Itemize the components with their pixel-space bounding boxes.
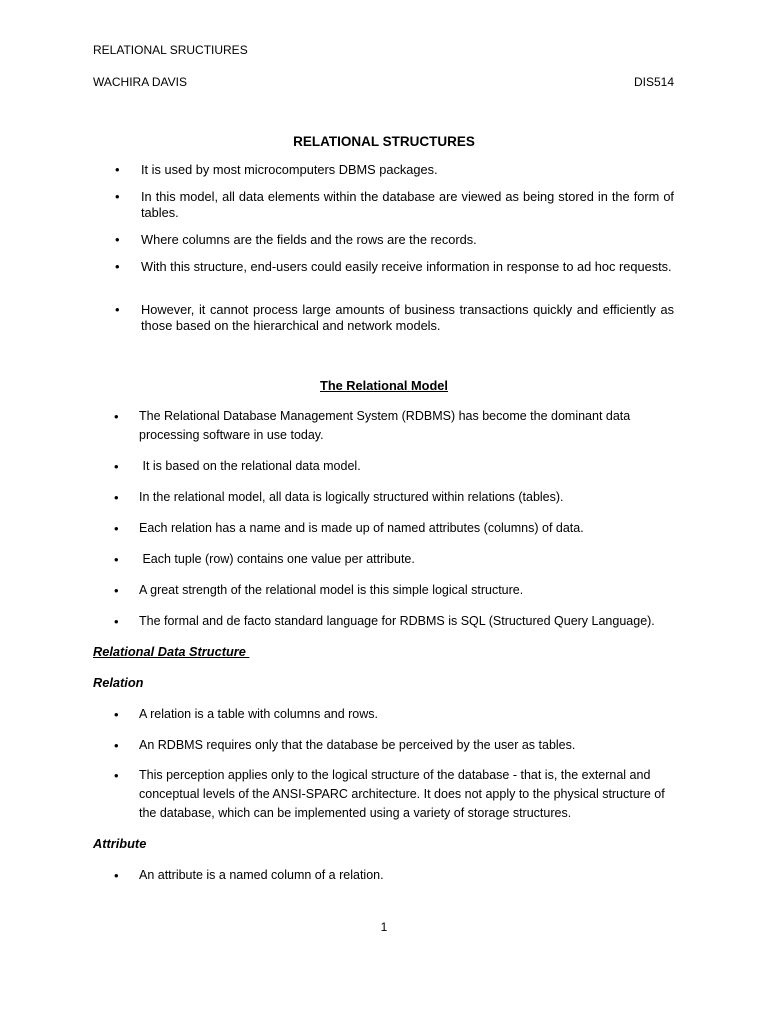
list-item: The formal and de facto standard language for RDBMS is SQL (Structured Query Language). xyxy=(139,614,655,628)
list-item: In this model, all data elements within the database are viewed as being stored in the form of tables. xyxy=(141,189,674,220)
bullet-icon: • xyxy=(114,552,119,567)
list-item: Each tuple (row) contains one value per attribute. xyxy=(139,552,415,566)
section-title-relational-structures: RELATIONAL STRUCTURES xyxy=(293,134,475,149)
bullet-icon: • xyxy=(115,189,120,204)
bullet-icon: • xyxy=(114,868,119,883)
list-item: This perception applies only to the logical structure of the database - that is, the external and conceptual levels of the ANSI-SPARC architecture. It does not apply to the physical structure of the database, which can be implemented using a variety of storage structures. xyxy=(139,768,665,820)
list-item: With this structure, end-users could easily receive information in response to ad hoc requests. xyxy=(141,259,672,274)
bullet-icon: • xyxy=(114,768,119,783)
list-item: Each relation has a name and is made up of named attributes (columns) of data. xyxy=(139,521,584,535)
header-author: WACHIRA DAVIS xyxy=(93,75,188,89)
list-item: An RDBMS requires only that the database be perceived by the user as tables. xyxy=(139,738,576,752)
bullet-icon: • xyxy=(114,614,119,629)
section-title-relational-data-structure: Relational Data Structure xyxy=(93,644,250,659)
list-item: It is used by most microcomputers DBMS packages. xyxy=(141,162,438,177)
bullet-icon: • xyxy=(115,232,120,247)
list-item: However, it cannot process large amounts of business transactions quickly and efficiently as those based on the hierarchical and network models. xyxy=(141,302,674,333)
list-item: In the relational model, all data is logically structured within relations (tables). xyxy=(139,490,564,504)
list-item: It is based on the relational data model. xyxy=(139,459,361,473)
header-course-code: DIS514 xyxy=(634,75,675,89)
list-item: The Relational Database Management System (RDBMS) has become the dominant data processing software in use today. xyxy=(139,409,631,442)
page-number: 1 xyxy=(380,920,388,934)
bullet-icon: • xyxy=(114,459,119,474)
header-title: RELATIONAL SRUCTIURES xyxy=(93,43,248,57)
section-title-relational-model: The Relational Model xyxy=(320,378,448,393)
bullet-icon: • xyxy=(115,259,120,274)
list-item: An attribute is a named column of a relation. xyxy=(139,868,384,882)
list-item: Where columns are the fields and the rows are the records. xyxy=(141,232,477,247)
subheading-attribute: Attribute xyxy=(93,836,147,851)
bullet-icon: • xyxy=(114,707,119,722)
bullet-icon: • xyxy=(114,738,119,753)
bullet-icon: • xyxy=(114,490,119,505)
bullet-icon: • xyxy=(114,521,119,536)
bullet-icon: • xyxy=(115,302,120,317)
list-item: A great strength of the relational model is this simple logical structure. xyxy=(139,583,524,597)
list-item: A relation is a table with columns and rows. xyxy=(139,707,379,721)
bullet-icon: • xyxy=(114,583,119,598)
subheading-relation: Relation xyxy=(93,675,144,690)
bullet-icon: • xyxy=(115,162,120,177)
bullet-icon: • xyxy=(114,409,119,424)
